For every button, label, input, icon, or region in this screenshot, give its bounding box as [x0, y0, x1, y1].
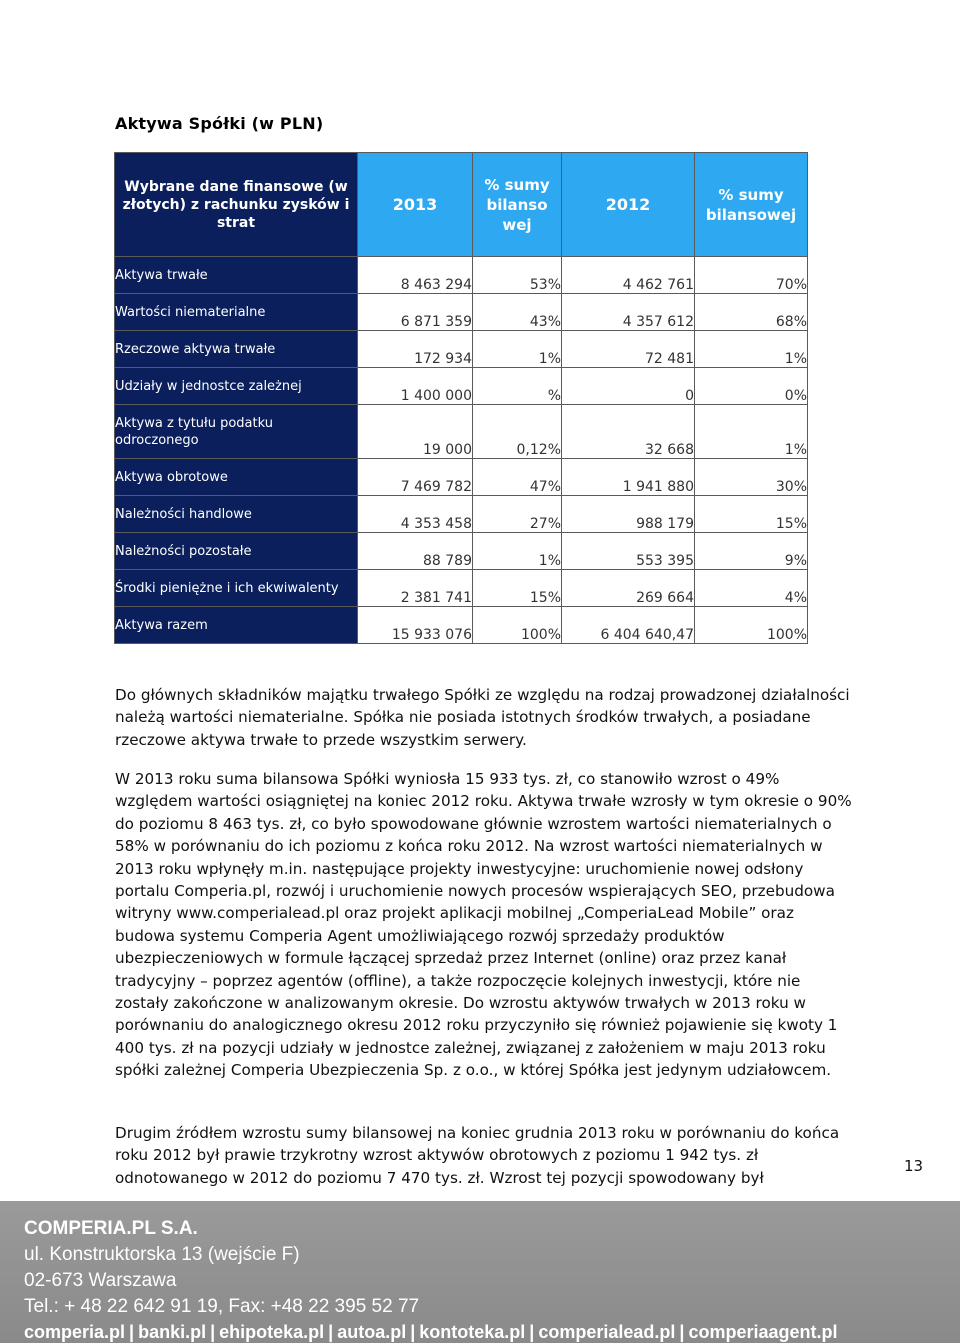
pct-2012: 100% [695, 607, 808, 644]
pct-2013: % [473, 368, 562, 405]
footer-link-comperia[interactable]: comperia.pl [24, 1322, 126, 1342]
footer-link-comperiaagent[interactable]: comperiaagent.pl [688, 1322, 838, 1342]
pct-2013: 0,12% [473, 405, 562, 459]
table-row-total [115, 607, 808, 644]
section-title: Aktywa Spółki (w PLN) [115, 114, 324, 133]
table-row [115, 459, 808, 496]
value-2012: 0 [562, 368, 695, 405]
pct-2012: 15% [695, 496, 808, 533]
row-label: Środki pieniężne i ich ekwiwalenty [115, 570, 358, 607]
value-2012: 32 668 [562, 405, 695, 459]
value-2013: 6 871 359 [358, 294, 473, 331]
table-row [115, 294, 808, 331]
footer-contact: Tel.: + 48 22 642 91 19, Fax: +48 22 395 52 77 [24, 1296, 420, 1317]
value-2012: 1 941 880 [562, 459, 695, 496]
value-2013: 2 381 741 [358, 570, 473, 607]
row-label: Aktywa z tytułu podatku odroczonego [115, 405, 358, 459]
header-label-column: Wybrane dane finansowe (w złotych) z rachunku zysków i strat [115, 153, 358, 257]
value-2012: 72 481 [562, 331, 695, 368]
row-label: Należności pozostałe [115, 533, 358, 570]
pct-2013: 53% [473, 257, 562, 294]
pct-2012: 0% [695, 368, 808, 405]
value-2012: 6 404 640,47 [562, 607, 695, 644]
value-2012: 269 664 [562, 570, 695, 607]
row-label: Rzeczowe aktywa trwałe [115, 331, 358, 368]
pct-2012: 9% [695, 533, 808, 570]
table-row [115, 533, 808, 570]
pct-2013: 100% [473, 607, 562, 644]
header-2013: 2013 [358, 153, 473, 257]
value-2013: 15 933 076 [358, 607, 473, 644]
footer-link-comperialead[interactable]: comperialead.pl [538, 1322, 676, 1342]
pct-2013: 1% [473, 533, 562, 570]
footer-link-kontoteka[interactable]: kontoteka.pl [419, 1322, 526, 1342]
paragraph: Do głównych składników majątku trwałego Spółki ze względu na rodzaj prowadzonej działalności należą wartości niematerialne. Spółka nie posiada istotnych środków trwałych, a posiadane rzeczowe aktywa trwałe to przede wszystkim serwery. [115, 686, 850, 749]
value-2013: 1 400 000 [358, 368, 473, 405]
footer-links: comperia.pl | banki.pl | ehipoteka.pl | autoa.pl | kontoteka.pl | comperialead.pl | comperiaagent.pl [24, 1322, 838, 1342]
header-2012: 2012 [562, 153, 695, 257]
value-2012: 4 357 612 [562, 294, 695, 331]
pct-2013: 27% [473, 496, 562, 533]
value-2012: 553 395 [562, 533, 695, 570]
footer-address-city: 02-673 Warszawa [24, 1270, 177, 1291]
footer-link-autoa[interactable]: autoa.pl [337, 1322, 407, 1342]
footer-company: COMPERIA.PL S.A. [24, 1218, 198, 1239]
value-2013: 88 789 [358, 533, 473, 570]
table-row [115, 257, 808, 294]
page-number: 13 [904, 1157, 924, 1175]
value-2012: 4 462 761 [562, 257, 695, 294]
pct-2013: 15% [473, 570, 562, 607]
pct-2012: 4% [695, 570, 808, 607]
row-label: Aktywa obrotowe [115, 459, 358, 496]
header-pct-2012: % sumy bilansowej [695, 153, 808, 257]
paragraph: Drugim źródłem wzrostu sumy bilansowej na koniec grudnia 2013 roku w porównaniu do końca roku 2012 był prawie trzykrotny wzrost aktywów obrotowych z poziomu 1 942 tys. zł odnotowanego w 2012 do poziomu 7 470 tys. zł. Wzrost tej pozycji spowodowany był [115, 1124, 840, 1187]
pct-2012: 30% [695, 459, 808, 496]
row-label: Należności handlowe [115, 496, 358, 533]
footer-link-ehipoteka[interactable]: ehipoteka.pl [219, 1322, 325, 1342]
pct-2013: 43% [473, 294, 562, 331]
pct-2012: 1% [695, 331, 808, 368]
paragraph: W 2013 roku suma bilansowa Spółki wyniosła 15 933 tys. zł, co stanowiło wzrost o 49% względem wartości osiągniętej na koniec 2012 roku. Aktywa trwałe wzrosły w tym okresie o 90% do poziomu 8 463 tys. zł, co było spowodowane głównie wzrostem wartości niematerialnych o 58% w porównaniu do ich poziomu z końca roku 2012. Na wzrost wartości niematerialnych w 2013 roku wpłynęły m.in. następujące projekty inwestycyjne: uruchomienie nowej odsłony portalu Comperia.pl, rozwój i uruchomienie nowych procesów wspierających SEO, przebudowa witryny www.comperialead.pl oraz projekt aplikacji mobilnej „ComperiaLead Mobile” oraz budowa systemu Comperia Agent umożliwiającego rozwój sprzedaży produktów ubezpieczeniowych w formule łączącej sprzedaż przez Internet (online) oraz przez kanał tradycyjny – poprzez agentów (offline), a także rozpoczęcie kolejnych inwestycji, które nie zostały zakończone w analizowanym okresie. Do wzrostu aktywów trwałych w 2013 roku w porównaniu do analogicznego okresu 2012 roku przyczyniło się również pojawienie się kwoty 1 400 tys. zł na pozycji udziały w jednostce zależnej, związanej z założeniem w maju 2013 roku spółki zależnej Comperia Ubezpieczenia Sp. z o.o., w której Spółka jest jedynym udziałowcem. [115, 770, 852, 1080]
table-row [115, 331, 808, 368]
pct-2013: 1% [473, 331, 562, 368]
row-label: Wartości niematerialne [115, 294, 358, 331]
table-row [115, 570, 808, 607]
header-pct-2013: % sumy bilanso wej [473, 153, 562, 257]
value-2013: 7 469 782 [358, 459, 473, 496]
row-label: Aktywa trwałe [115, 257, 358, 294]
pct-2012: 68% [695, 294, 808, 331]
pct-2012: 1% [695, 405, 808, 459]
table-row [115, 496, 808, 533]
table-row [115, 368, 808, 405]
value-2013: 4 353 458 [358, 496, 473, 533]
value-2012: 988 179 [562, 496, 695, 533]
row-label: Udziały w jednostce zależnej [115, 368, 358, 405]
footer-address-street: ul. Konstruktorska 13 (wejście F) [24, 1244, 300, 1265]
pct-2013: 47% [473, 459, 562, 496]
value-2013: 19 000 [358, 405, 473, 459]
table-row [115, 405, 808, 459]
financial-table [114, 152, 808, 644]
pct-2012: 70% [695, 257, 808, 294]
value-2013: 172 934 [358, 331, 473, 368]
footer [0, 1201, 960, 1343]
value-2013: 8 463 294 [358, 257, 473, 294]
footer-link-banki[interactable]: banki.pl [138, 1322, 207, 1342]
row-label: Aktywa razem [115, 607, 358, 644]
